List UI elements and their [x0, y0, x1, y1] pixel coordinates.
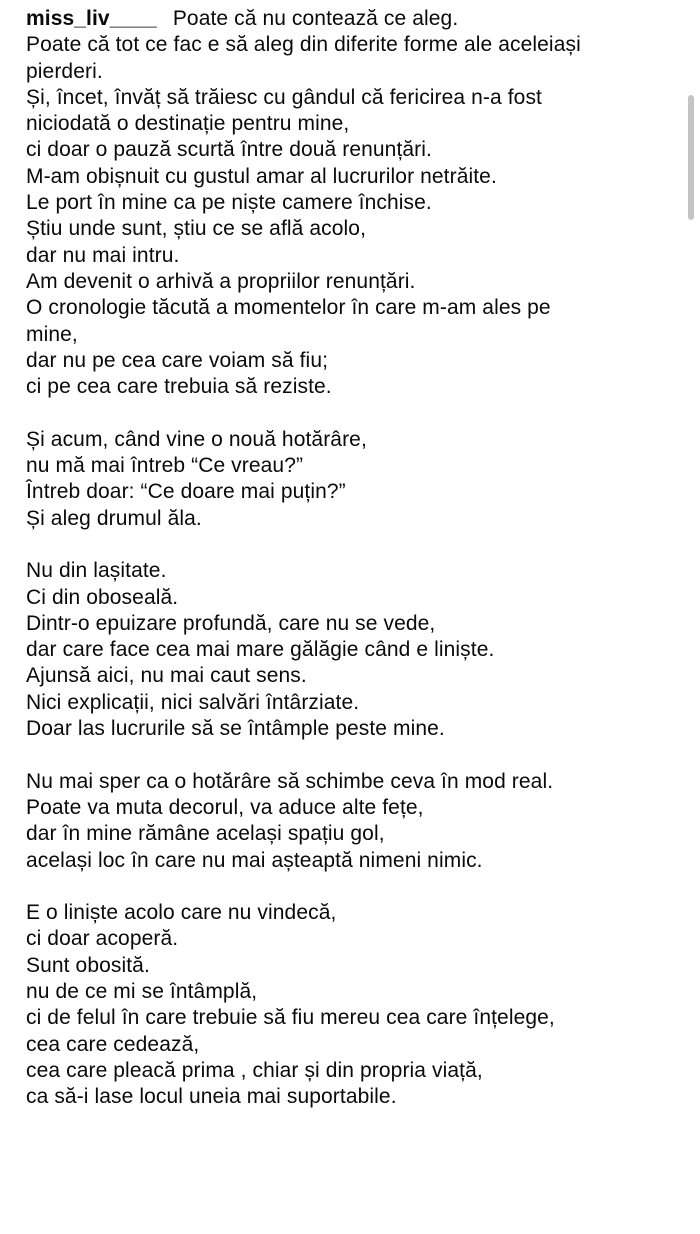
caption-line: O cronologie tăcută a momentelor în care m-am ales pe — [26, 296, 551, 320]
caption-line: Și acum, când vine o nouă hotărâre, — [26, 427, 367, 451]
caption-line: Ci din oboseală. — [26, 585, 179, 609]
caption-line: ci doar o pauză scurtă între două renunțări. — [26, 138, 432, 162]
caption-line: Sunt obosită. — [26, 953, 150, 977]
caption-line: Întreb doar: “Ce doare mai puțin?” — [26, 480, 346, 504]
caption-line: E o liniște acolo care nu vindecă, — [26, 901, 337, 925]
username-link[interactable]: miss_liv____ — [26, 7, 157, 30]
caption-line: Și, încet, învăț să trăiesc cu gândul că fericirea n-a fost — [26, 85, 542, 109]
caption-line: ci de felul în care trebuie să fiu mereu cea care înțelege, — [26, 1006, 555, 1030]
caption-line: Nu din lașitate. — [26, 559, 167, 583]
caption-first-line — [26, 6, 676, 32]
caption-body — [26, 32, 676, 1110]
caption-line: dar care face cea mai mare gălăgie când e liniște. — [26, 638, 495, 662]
caption-line: Am devenit o arhivă a propriilor renunțări. — [26, 269, 416, 293]
caption-line: Dintr-o epuizare profundă, care nu se vede, — [26, 611, 436, 635]
caption-line: M-am obișnuit cu gustul amar al lucrurilor netrăite. — [26, 164, 497, 188]
caption-line: Doar las lucrurile să se întâmple peste mine. — [26, 717, 445, 741]
caption-line: nu de ce mi se întâmplă, — [26, 979, 258, 1003]
caption-line: pierderi. — [26, 59, 103, 83]
caption-line: Poate că tot ce fac e să aleg din diferite forme ale aceleiași — [26, 33, 581, 57]
caption-line: Le port în mine ca pe niște camere închise. — [26, 191, 432, 215]
caption-line: dar nu mai intru. — [26, 243, 180, 267]
caption-line: Nici explicații, nici salvări întârziate. — [26, 690, 360, 714]
caption-line: ci doar acoperă. — [26, 927, 179, 951]
caption-line: Poate că nu contează ce aleg. — [172, 7, 459, 30]
caption-line: nu mă mai întreb “Ce vreau?” — [26, 454, 304, 478]
caption-line: Nu mai sper ca o hotărâre să schimbe ceva în mod real. — [26, 769, 554, 793]
caption-blank-line — [26, 400, 676, 426]
caption-line: Știu unde sunt, știu ce se află acolo, — [26, 217, 367, 241]
caption-line: dar nu pe cea care voiam să fiu; — [26, 348, 329, 372]
caption-line: același loc în care nu mai așteaptă nimeni nimic. — [26, 848, 483, 872]
caption-line: ci pe cea care trebuia să reziste. — [26, 375, 332, 399]
caption-line: dar în mine rămâne același spațiu gol, — [26, 822, 385, 846]
caption-line: niciodată o destinație pentru mine, — [26, 112, 350, 136]
caption-text — [26, 6, 676, 1110]
caption-line: Și aleg drumul ăla. — [26, 506, 202, 530]
caption-line: mine, — [26, 322, 78, 346]
scrollbar-thumb[interactable] — [688, 95, 694, 220]
caption-line: cea care pleacă prima , chiar și din propria viață, — [26, 1058, 483, 1082]
caption-line: Poate va muta decorul, va aduce alte fețe, — [26, 795, 424, 819]
caption-line: Ajunsă aici, nu mai caut sens. — [26, 664, 307, 688]
caption-line: cea care cedează, — [26, 1032, 200, 1056]
caption-blank-line — [26, 874, 676, 900]
caption-blank-line — [26, 532, 676, 558]
caption-line: ca să-i lase locul uneia mai suportabile. — [26, 1085, 397, 1109]
caption-blank-line — [26, 742, 676, 768]
